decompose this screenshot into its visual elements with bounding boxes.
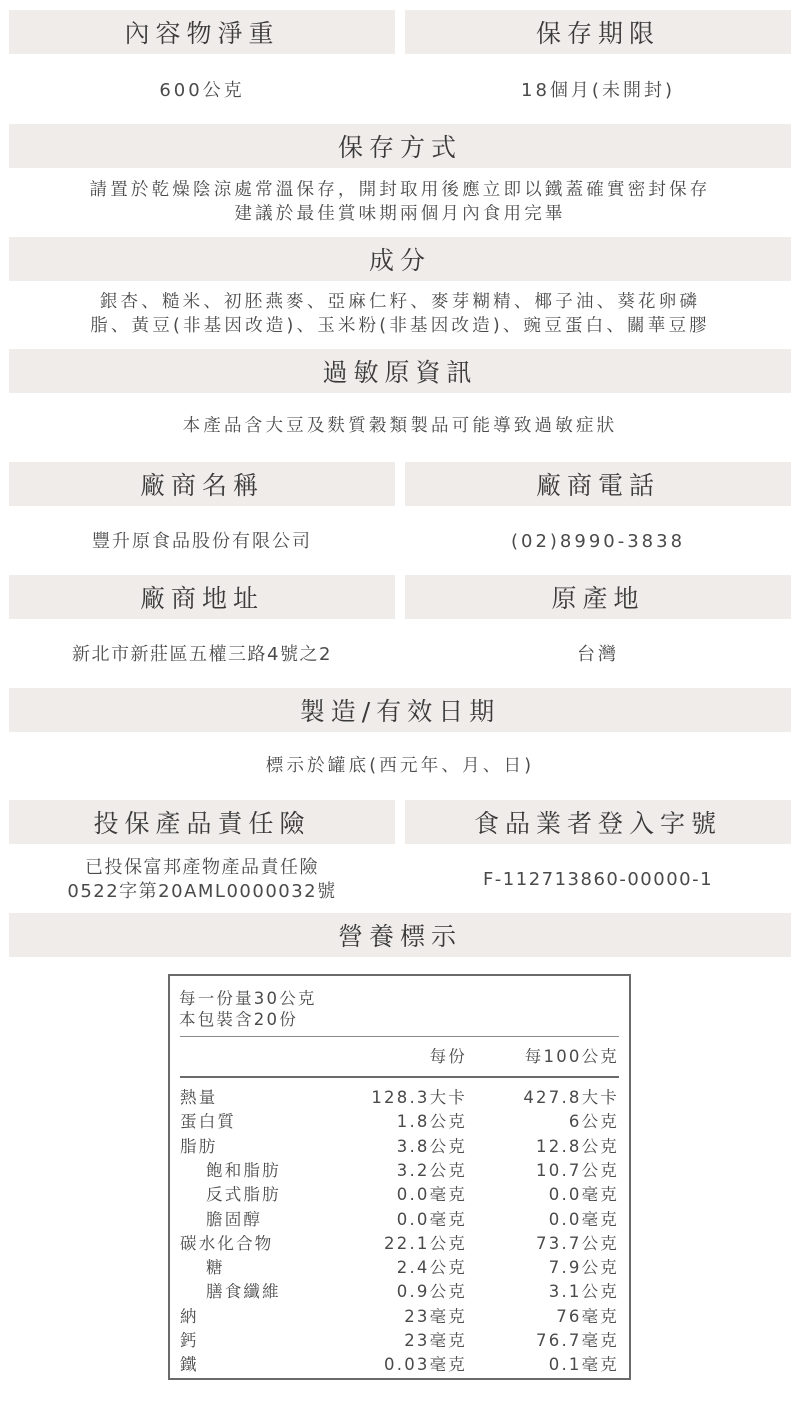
per-serving-value: 22.1公克 xyxy=(384,1233,467,1253)
origin-value: 台灣 xyxy=(577,644,619,665)
per-100g-value: 7.9公克 xyxy=(548,1258,619,1278)
nutrition-row xyxy=(180,1135,619,1160)
registration-header: 食品業者登入字號 xyxy=(405,800,791,844)
storage-header: 保存方式 xyxy=(9,124,791,168)
nutrition-header: 營養標示 xyxy=(9,913,791,957)
divider-top xyxy=(180,1036,619,1037)
divider-header xyxy=(180,1076,619,1078)
nutrition-row xyxy=(180,1280,619,1305)
nutrient-name: 糖 xyxy=(206,1258,225,1278)
nutrient-name: 反式脂肪 xyxy=(206,1185,281,1205)
nutrient-name: 碳水化合物 xyxy=(180,1233,274,1253)
per-100g-value: 427.8大卡 xyxy=(523,1088,619,1107)
storage-line-1: 請置於乾燥陰涼處常溫保存，開封取用後應立即以鐵蓋確實密封保存 xyxy=(89,180,711,200)
serving-size: 每一份量30公克 xyxy=(179,989,317,1008)
nutrition-row xyxy=(180,1086,619,1111)
origin-header: 原產地 xyxy=(405,575,791,619)
per-serving-value: 3.2公克 xyxy=(396,1160,467,1180)
registration-value: F-112713860-00000-1 xyxy=(482,869,714,890)
ingredients-line-1: 銀杏、糙米、初胚燕麥、亞麻仁籽、麥芽糊精、椰子油、葵花卵磷 xyxy=(99,292,701,312)
per-serving-value: 1.8公克 xyxy=(396,1112,467,1132)
allergen-value: 本產品含大豆及麩質穀類製品可能導致過敏症狀 xyxy=(182,416,618,436)
allergen-header: 過敏原資訊 xyxy=(9,349,791,393)
mfg-date-header: 製造/有效日期 xyxy=(9,688,791,732)
per-serving-value: 0.0毫克 xyxy=(396,1209,467,1229)
per-100g-value: 6公克 xyxy=(568,1112,619,1132)
nutrient-name: 飽和脂肪 xyxy=(206,1160,281,1180)
per-100g-value: 76毫克 xyxy=(556,1306,619,1326)
insurance-value xyxy=(9,855,395,905)
nutrition-row xyxy=(180,1183,619,1208)
insurance-line-1: 已投保富邦產物產品責任險 xyxy=(85,857,319,878)
nutrient-name: 熱量 xyxy=(180,1088,218,1107)
storage-line-2: 建議於最佳賞味期兩個月內食用完畢 xyxy=(234,204,566,224)
shelf-life-value: 18個月(未開封) xyxy=(521,80,675,101)
insurance-line-2: 0522字第20AML0000032號 xyxy=(67,881,337,902)
nutrition-row xyxy=(180,1110,619,1135)
nutrient-name: 納 xyxy=(180,1306,199,1326)
maker-phone-header: 廠商電話 xyxy=(405,462,791,506)
nutrition-row xyxy=(180,1232,619,1257)
per-100g-value: 0.1毫克 xyxy=(548,1355,619,1375)
col-per-serving: 每份 xyxy=(429,1047,467,1066)
nutrient-name: 膽固醇 xyxy=(206,1209,263,1229)
nutrition-table xyxy=(168,974,631,1380)
per-100g-value: 3.1公克 xyxy=(548,1282,619,1302)
nutrient-name: 鈣 xyxy=(180,1331,199,1350)
per-serving-value: 0.0毫克 xyxy=(396,1185,467,1205)
maker-name-value: 豐升原食品股份有限公司 xyxy=(92,531,312,552)
nutrition-row xyxy=(180,1329,619,1354)
nutrient-name: 脂肪 xyxy=(180,1136,218,1156)
mfg-date-value: 標示於罐底(西元年、月、日) xyxy=(265,756,535,776)
per-serving-value: 0.03毫克 xyxy=(384,1355,467,1375)
maker-phone-value: (02)8990-3838 xyxy=(510,531,686,552)
servings-per-package: 本包裝含20份 xyxy=(179,1010,298,1029)
per-serving-value: 2.4公克 xyxy=(396,1258,467,1278)
per-serving-value: 23毫克 xyxy=(404,1331,467,1350)
per-serving-value: 0.9公克 xyxy=(396,1282,467,1302)
net-weight-header: 內容物淨重 xyxy=(9,10,395,54)
per-100g-value: 0.0毫克 xyxy=(548,1185,619,1205)
nutrient-name: 蛋白質 xyxy=(180,1112,237,1132)
maker-name-header: 廠商名稱 xyxy=(9,462,395,506)
nutrition-row xyxy=(180,1256,619,1281)
per-100g-value: 12.8公克 xyxy=(536,1136,619,1156)
net-weight-value: 600公克 xyxy=(159,80,245,101)
col-per-100g: 每100公克 xyxy=(524,1047,619,1066)
nutrient-name: 鐵 xyxy=(180,1355,199,1375)
shelf-life-header: 保存期限 xyxy=(405,10,791,54)
per-100g-value: 73.7公克 xyxy=(536,1233,619,1253)
per-100g-value: 0.0毫克 xyxy=(548,1209,619,1229)
insurance-header: 投保產品責任險 xyxy=(9,800,395,844)
per-100g-value: 76.7毫克 xyxy=(536,1331,619,1350)
nutrition-row xyxy=(180,1159,619,1184)
per-serving-value: 23毫克 xyxy=(404,1306,467,1326)
ingredients-line-2: 脂、黃豆(非基因改造)、玉米粉(非基因改造)、豌豆蛋白、關華豆膠 xyxy=(90,316,710,336)
per-serving-value: 128.3大卡 xyxy=(371,1088,467,1107)
nutrition-row xyxy=(180,1305,619,1330)
nutrition-row xyxy=(180,1208,619,1233)
nutrition-row xyxy=(180,1353,619,1378)
ingredients-header: 成分 xyxy=(9,237,791,281)
maker-address-header: 廠商地址 xyxy=(9,575,395,619)
nutrient-name: 膳食纖維 xyxy=(206,1282,281,1302)
per-100g-value: 10.7公克 xyxy=(536,1160,619,1180)
maker-address-value: 新北市新莊區五權三路4號之2 xyxy=(72,644,332,665)
per-serving-value: 3.8公克 xyxy=(396,1136,467,1156)
